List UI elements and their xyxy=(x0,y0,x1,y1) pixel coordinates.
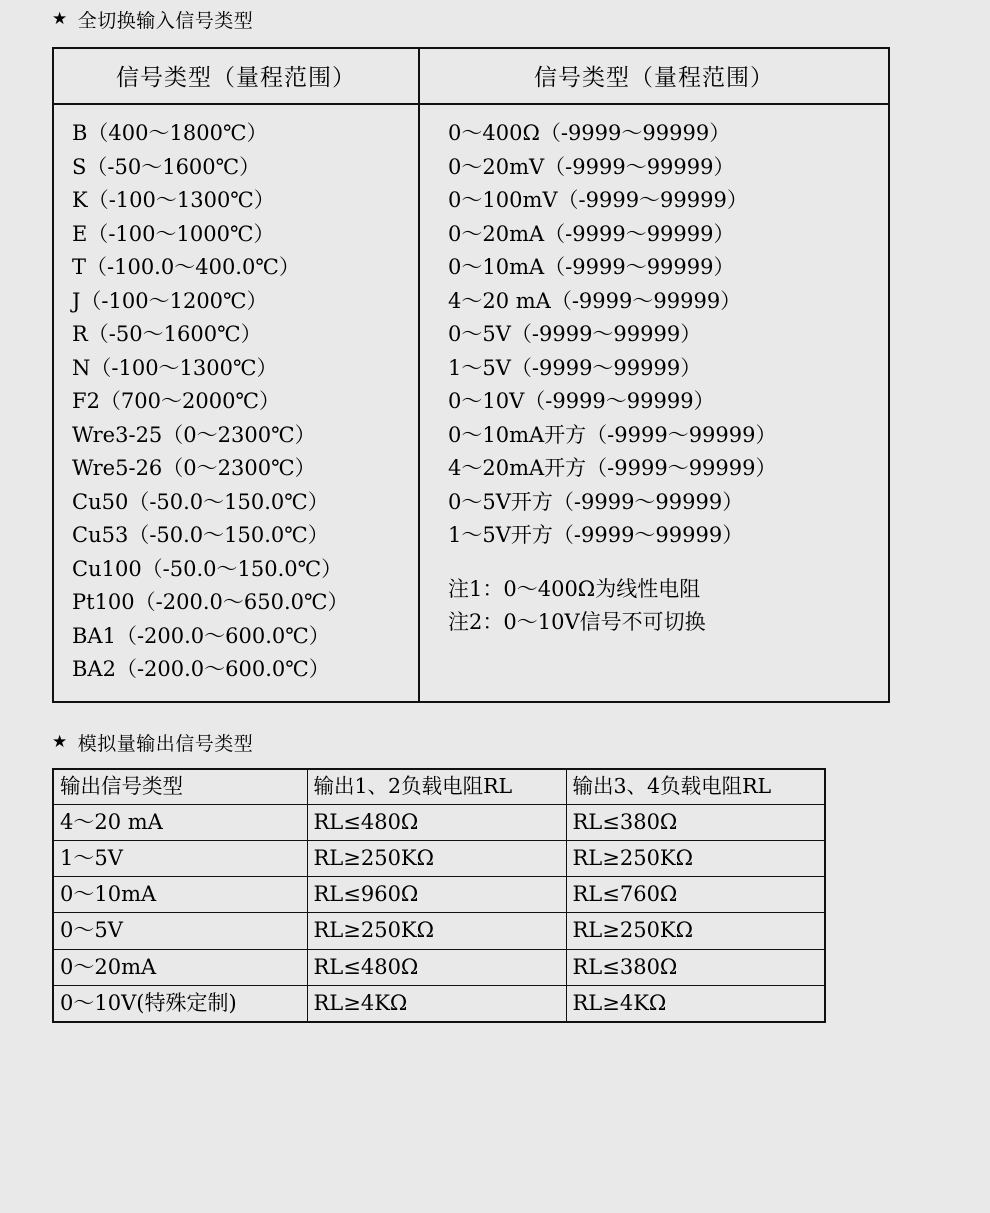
table-row: K（-100～1300℃） xyxy=(72,188,275,212)
cell-signal-type: 0～20mA xyxy=(53,949,307,985)
table-row: 4～20 mA（-9999～99999） xyxy=(448,288,742,313)
table-row: BA1（-200.0～600.0℃） xyxy=(72,623,330,648)
input-table-right-body xyxy=(420,105,888,654)
cell-rl34: RL≥4KΩ xyxy=(566,985,825,1022)
table-note: 注1：0～400Ω为线性电阻 xyxy=(448,576,701,601)
table-row: 0～20mV（-9999～99999） xyxy=(448,154,735,179)
table-row: S（-50～1600℃） xyxy=(72,154,261,179)
table-row: 0～5V开方（-9999～99999） xyxy=(448,489,744,514)
table-row: Cu53（-50.0～150.0℃） xyxy=(72,523,329,547)
table-row: 1～5V开方（-9999～99999） xyxy=(448,523,744,547)
table-row: Cu50（-50.0～150.0℃） xyxy=(72,489,329,514)
output-table-header-rl12: 输出1、2负载电阻RL xyxy=(307,769,566,805)
input-section-heading xyxy=(52,0,938,33)
input-table-left-body xyxy=(54,105,418,701)
table-row: Cu100（-50.0～150.0℃） xyxy=(72,556,343,581)
cell-rl12: RL≥4KΩ xyxy=(307,985,566,1022)
table-row: BA2（-200.0～600.0℃） xyxy=(72,657,330,681)
table-row: 0～10V（-9999～99999） xyxy=(448,389,715,413)
table-row: R（-50～1600℃） xyxy=(72,322,262,346)
table-note: 注2：0～10V信号不可切换 xyxy=(448,610,706,634)
cell-rl12: RL≤480Ω xyxy=(307,949,566,985)
table-row: 0～100mV（-9999～99999） xyxy=(448,188,748,212)
cell-signal-type: 0～10mA xyxy=(53,877,307,913)
table-row: Wre3-25（0～2300℃） xyxy=(72,422,316,447)
table-row xyxy=(53,985,825,1022)
table-row: 0～20mA（-9999～99999） xyxy=(448,221,735,246)
table-row: F2（700～2000℃） xyxy=(72,389,280,413)
table-row: J（-100～1200℃） xyxy=(72,288,268,313)
table-row: Pt100（-200.0～650.0℃） xyxy=(72,590,349,614)
output-section-title: 模拟量输出信号类型 xyxy=(77,732,254,755)
table-row: 0～400Ω（-9999～99999） xyxy=(448,121,731,145)
table-row: 0～5V（-9999～99999） xyxy=(448,322,702,346)
table-row: N（-100～1300℃） xyxy=(72,355,278,380)
cell-signal-type: 4～20 mA xyxy=(53,805,307,841)
cell-rl12: RL≥250KΩ xyxy=(307,913,566,949)
input-table-header-left: 信号类型（量程范围） xyxy=(54,49,418,105)
table-row: Wre5-26（0～2300℃） xyxy=(72,456,316,480)
table-row: 0～10mA（-9999～99999） xyxy=(448,255,735,279)
output-table-header-type: 输出信号类型 xyxy=(53,769,307,805)
cell-signal-type: 0～5V xyxy=(53,913,307,949)
cell-signal-type: 1～5V xyxy=(53,841,307,877)
cell-rl12: RL≥250KΩ xyxy=(307,841,566,877)
output-section-heading xyxy=(52,703,938,756)
table-row xyxy=(53,913,825,949)
table-row xyxy=(53,877,825,913)
cell-rl34: RL≥250KΩ xyxy=(566,841,825,877)
table-row: 0～10mA开方（-9999～99999） xyxy=(448,422,777,447)
star-icon: ★ xyxy=(52,9,68,29)
output-table-header-rl34: 输出3、4负载电阻RL xyxy=(566,769,825,805)
input-table-right-column xyxy=(420,49,888,701)
input-table-left-column xyxy=(54,49,420,701)
input-table-header-right: 信号类型（量程范围） xyxy=(420,49,888,105)
table-row: B（400～1800℃） xyxy=(72,121,268,145)
table-row: E（-100～1000℃） xyxy=(72,221,275,246)
table-row: T（-100.0～400.0℃） xyxy=(72,255,300,279)
row-spacer xyxy=(448,553,888,573)
table-row: 4～20mA开方（-9999～99999） xyxy=(448,456,777,480)
cell-rl12: RL≤480Ω xyxy=(307,805,566,841)
cell-signal-type: 0～10V(特殊定制) xyxy=(53,985,307,1022)
table-row xyxy=(53,949,825,985)
cell-rl34: RL≤380Ω xyxy=(566,805,825,841)
cell-rl34: RL≤760Ω xyxy=(566,877,825,913)
cell-rl34: RL≥250KΩ xyxy=(566,913,825,949)
input-signal-table xyxy=(52,47,890,703)
cell-rl12: RL≤960Ω xyxy=(307,877,566,913)
input-section-title: 全切换输入信号类型 xyxy=(77,10,254,32)
cell-rl34: RL≤380Ω xyxy=(566,949,825,985)
table-row xyxy=(53,841,825,877)
table-header-row xyxy=(53,769,825,805)
table-row xyxy=(53,805,825,841)
output-signal-table xyxy=(52,768,826,1023)
star-icon: ★ xyxy=(52,731,68,752)
table-row: 1～5V（-9999～99999） xyxy=(448,355,702,380)
